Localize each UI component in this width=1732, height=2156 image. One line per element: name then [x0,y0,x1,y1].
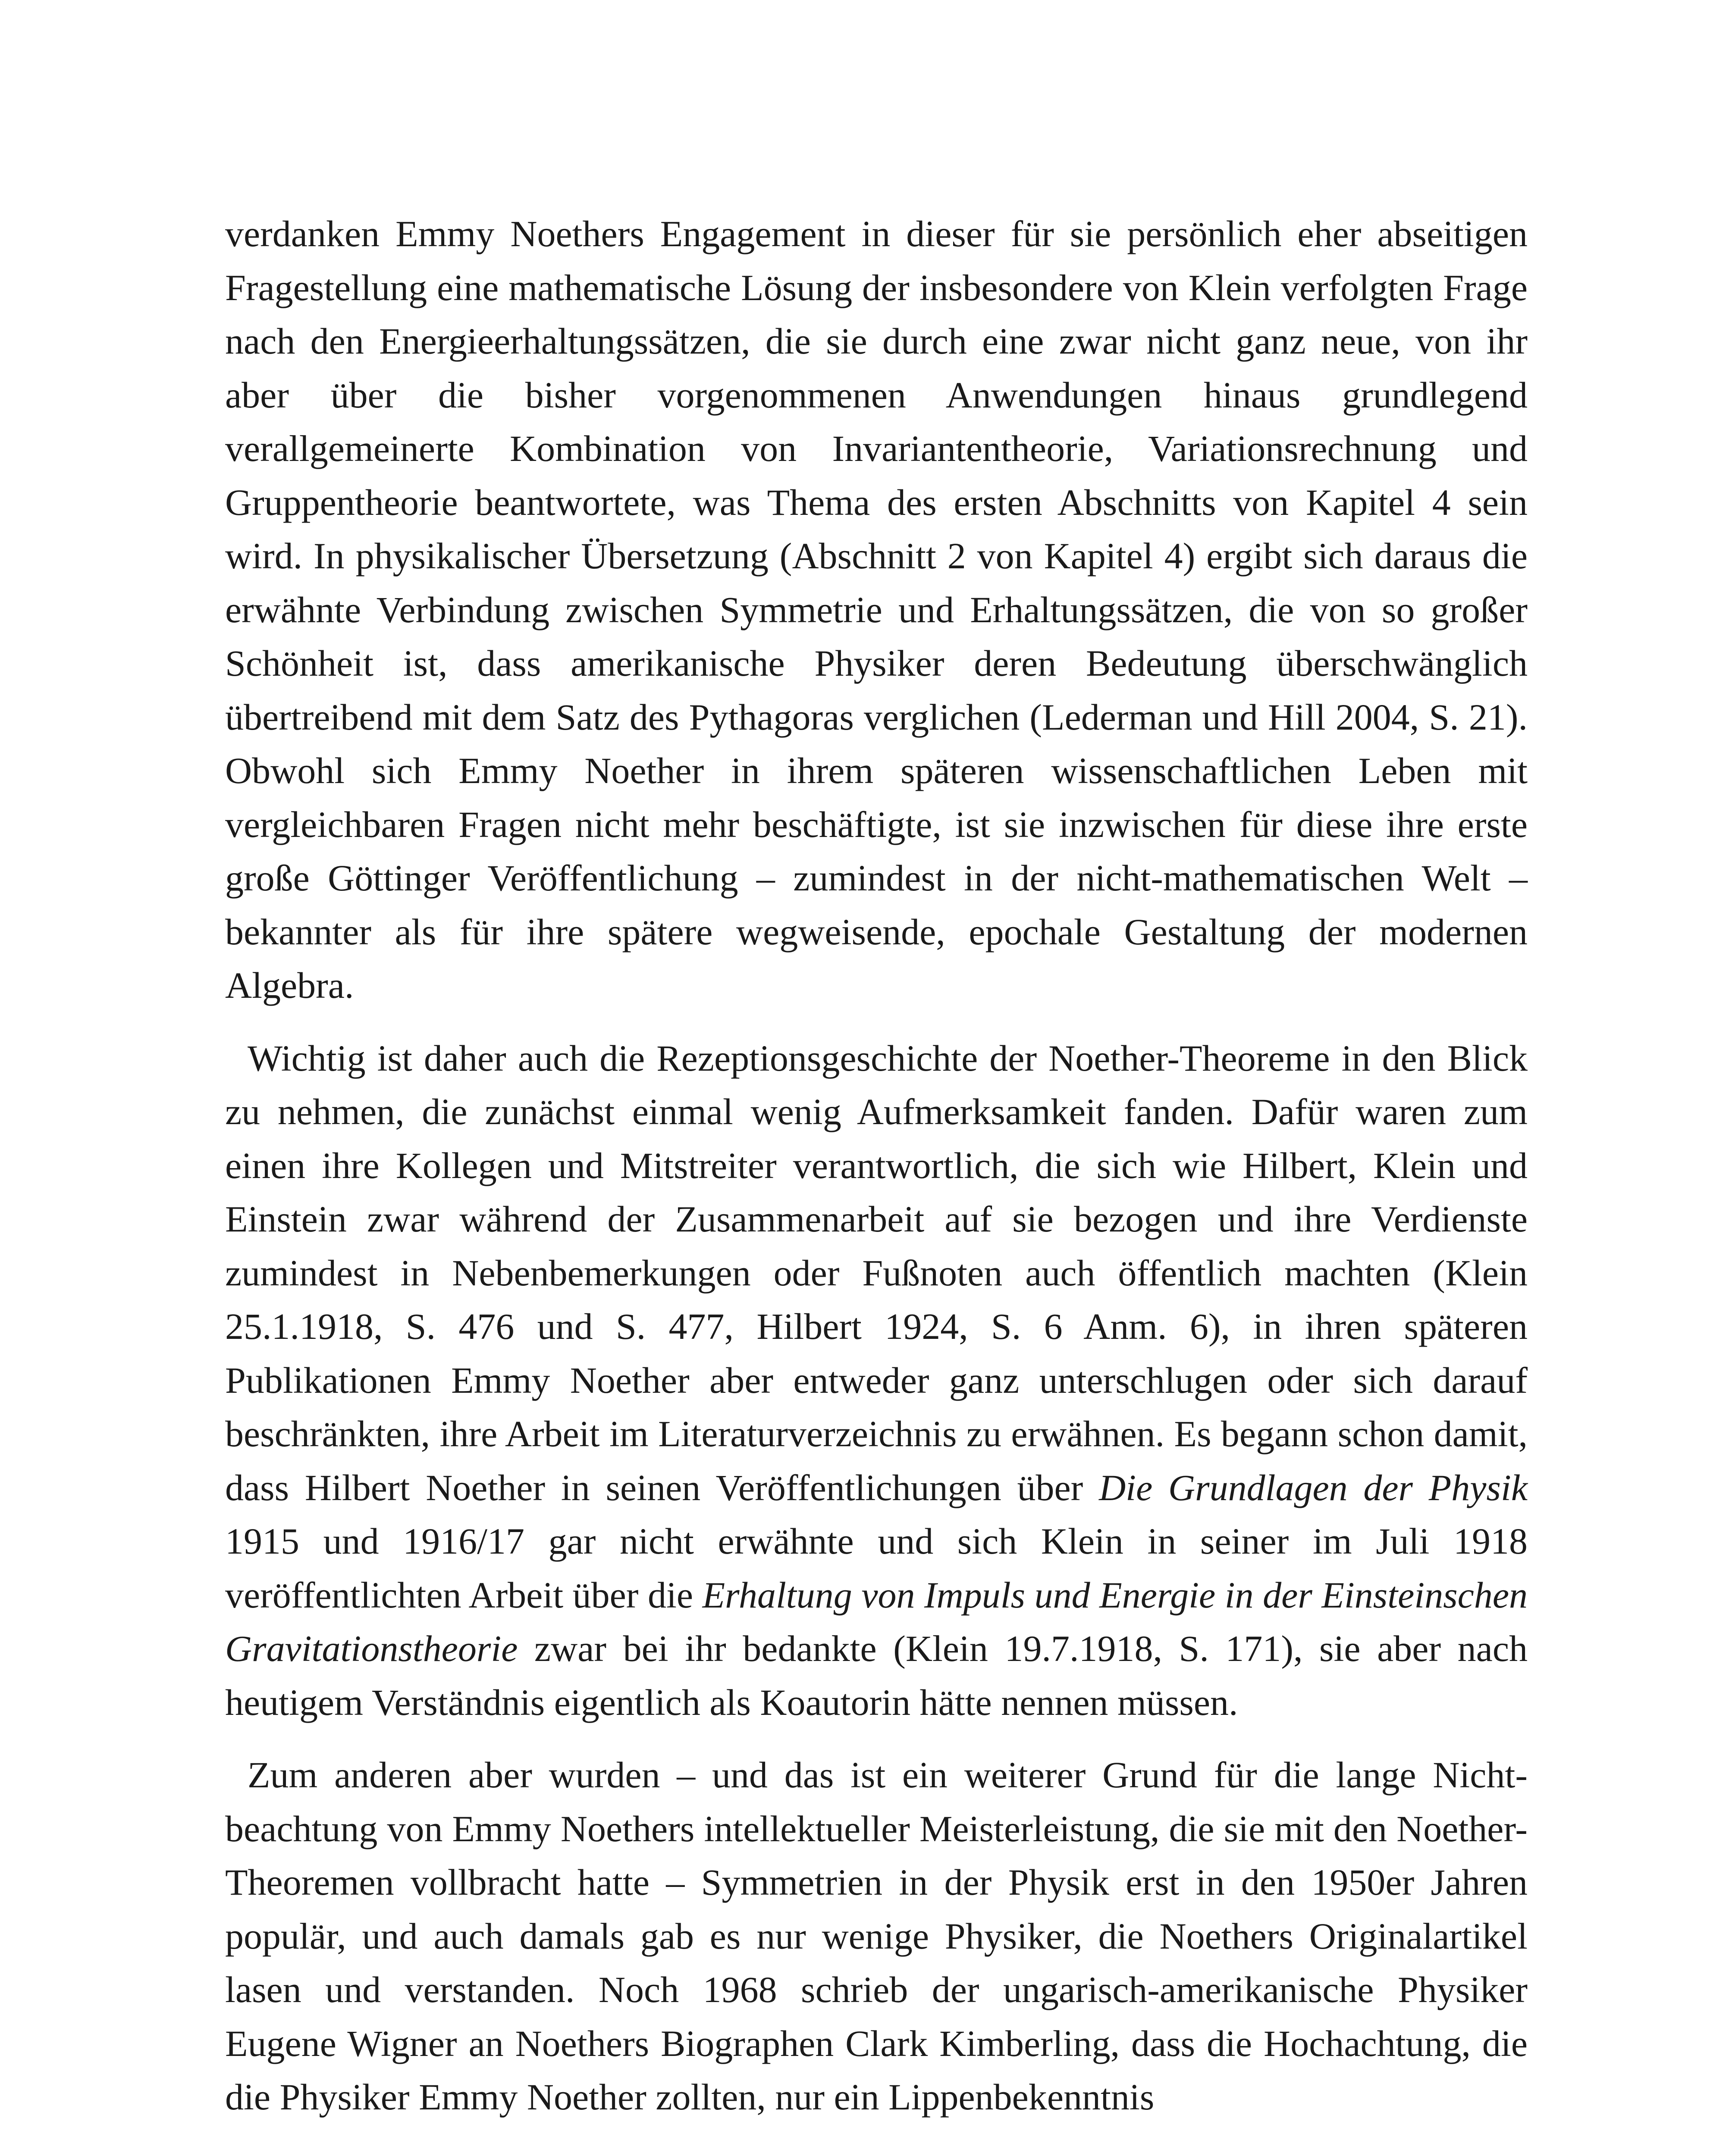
paragraph-1-run-1: verdanken Emmy Noethers Engagement in dieser für sie persönlich eher abseitigen Fragestellung eine mathematische Lösung der insbesondere von Klein verfolgten Frage nach den Energieerhaltungssätzen, die sie durch eine zwar nicht ganz neue, von ihr aber über die bisher vorgenommenen Anwendungen hinaus grundlegend verallgemeinerte Kombination von Invariantentheorie, Variationsrechnung und Gruppentheorie beantwortete, was Thema des ersten Abschnitts von Kapitel 4 sein wird. In physikalischer Übersetzung (Abschnitt 2 von Kapitel 4) ergibt sich daraus die erwähnte Verbindung zwischen Symmetrie und Erhaltungssätzen, die von so großer Schönheit ist, dass amerikanische Physiker deren Bedeutung überschwänglich übertreibend mit dem Satz des Pythagoras verglichen (Lederman und Hill 2004, S. 21). Obwohl sich Emmy Noether in ihrem späteren wissenschaftlichen Leben mit vergleichbaren Fragen nicht mehr beschäftigte, ist sie inzwischen für diese ihre erste große Göttinger Veröffentlichung – zumindest in der nicht-mathematischen Welt – bekannter als für ihre spätere wegweisende, epochale Gestaltung der modernen Algebra. [225,213,1528,1006]
paragraph-2 [225,1031,1528,1730]
book-title-grundlagen-der-physik: Die Grundlagen der Physik [1099,1467,1528,1508]
paragraph-2-run-1: Wichtig ist daher auch die Rezeptionsgeschichte der Noether-Theoreme in den Blick zu nehmen, die zunächst einmal wenig Aufmerksamkeit fanden. Dafür waren zum einen ihre Kollegen und Mitstreiter verantwortlich, die sich wie Hilbert, Klein und Einstein zwar während der Zusammenarbeit auf sie bezogen und ihre Verdienste zumindest in Nebenbemerkungen oder Fußnoten auch öffentlich machten (Klein 25.1.1918, S. 476 und S. 477, Hilbert 1924, S. 6 Anm. 6), in ihren späteren Publikationen Emmy Noether aber entweder ganz unterschlugen oder sich darauf beschränkten, ihre Arbeit im Literaturverzeichnis zu erwähnen. Es begann schon damit, dass Hilbert Noether in seinen Veröffentlichungen über [225,1037,1528,1508]
paragraph-3 [225,1748,1528,2124]
paragraph-2-run-5: zwar bei ihr bedankte (Klein 19.7.1918, S. 171), sie aber nach heutigem Verständnis eigentlich als Koautorin hätte nennen müssen. [225,1628,1528,1723]
paragraph-3-run-1: Zum anderen aber wurden – und das ist ein weiterer Grund für die lange Nichtbeachtung von Emmy Noethers intellektueller Meisterleistung, die sie mit den Noether-Theoremen vollbracht hatte – Symmetrien in der Physik erst in den 1950er Jahren populär, und auch damals gab es nur wenige Physiker, die Noethers Originalartikel lasen und verstanden. Noch 1968 schrieb der ungarisch-amerikanische Physiker Eugene Wigner an Noethers Biographen Clark Kimberling, dass die Hochachtung, die die Physiker Emmy Noether zollten, nur ein Lippenbekenntnis [225,1754,1528,2118]
body-text [225,207,1528,2124]
article-title-erhaltung-von-impuls: Erhaltung von Impuls und Energie in der Einsteinschen Gravitationstheorie [225,1574,1528,1669]
paragraph-1 [225,207,1528,1012]
paragraph-2-run-3: 1915 und 1916/17 gar nicht erwähnte und sich Klein in seiner im Juli 1918 veröffentlichten Arbeit über die [225,1520,1528,1616]
